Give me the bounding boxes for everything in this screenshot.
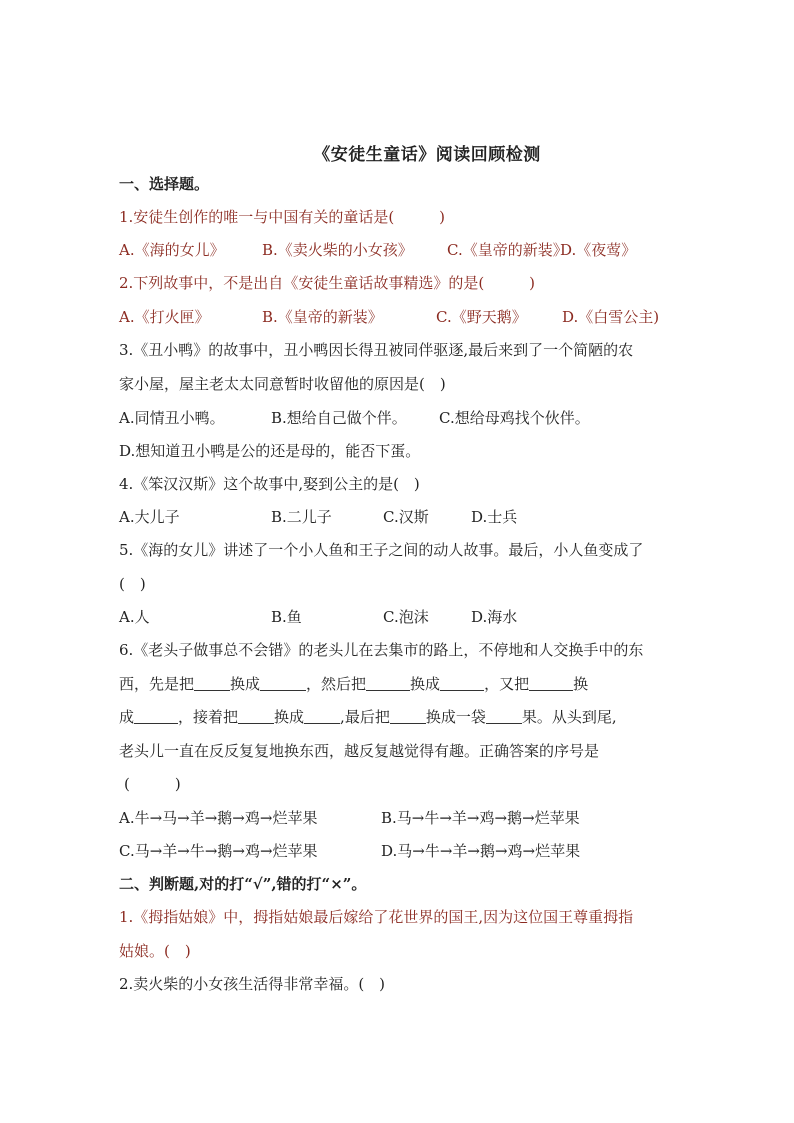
q5-stem-line1: 5.《海的女儿》讲述了一个小人鱼和王子之间的动人故事。最后，小人鱼变成了 (119, 541, 644, 559)
q6-text: 果。从头到尾, (521, 708, 617, 726)
q6-text: ，又把 (484, 675, 530, 693)
q4-stem: 4.《笨汉汉斯》这个故事中,娶到公主的是( ) (119, 475, 420, 493)
q6-option-d: D.马→牛→羊→鹅→鸡→烂苹果 (381, 842, 581, 860)
q6-line4: 老头儿一直在反反复复地换东西，越反复越觉得有趣。正确答案的序号是 (119, 742, 600, 760)
q6-blank (194, 676, 230, 691)
q6-text: ,最后把 (340, 708, 390, 726)
q6-blank (134, 709, 178, 724)
q6-line5: ( ) (124, 775, 181, 793)
q3-options (119, 408, 590, 428)
q4-option-a: A.大儿子 (119, 508, 180, 526)
q2-options (119, 307, 659, 327)
q1-options (119, 240, 636, 260)
q6-text: 换 (573, 675, 589, 693)
q3-stem-line1: 3.《丑小鸭》的故事中，丑小鸭因长得丑被同伴驱逐,最后来到了一个简陋的农 (119, 341, 634, 359)
q3-option-d: D.想知道丑小鸭是公的还是母的，能否下蛋。 (119, 442, 421, 460)
q6-text: ，然后把 (306, 675, 367, 693)
j1-line1: 1.《拇指姑娘》中，拇指姑娘最后嫁给了花世界的国王,因为这位国王尊重拇指 (119, 908, 634, 926)
q4-option-c: C.汉斯 (383, 508, 429, 526)
q6-blank (486, 709, 522, 724)
q6-blank (440, 676, 484, 691)
section2-heading: 二、判断题,对的打“√”,错的打“×”。 (119, 875, 367, 893)
q6-line1: 6.《老头子做事总不会错》的老头儿在去集市的路上，不停地和人交换手中的东 (119, 641, 644, 659)
section1-heading: 一、选择题。 (119, 175, 210, 193)
q4-option-b: B.二儿子 (271, 508, 332, 526)
q1-option-c: C.《皇帝的新装》 (447, 241, 568, 259)
q6-text: 换成 (274, 708, 305, 726)
q4-option-d: D.士兵 (471, 508, 518, 526)
q4-options (119, 507, 517, 527)
q6-blank (366, 676, 410, 691)
q6-text: 换成 (230, 675, 261, 693)
q5-stem-line2: ( ) (119, 575, 146, 593)
q3-option-a: A.同情丑小鸭。 (119, 409, 225, 427)
q5-options (119, 607, 517, 627)
j1-line2: 姑娘。( ) (119, 942, 191, 960)
q6-option-b: B.马→牛→羊→鸡→鹅→烂苹果 (381, 809, 580, 827)
q6-text: ，接着把 (178, 708, 239, 726)
q3-stem-line2: 家小屋，屋主老太太同意暂时收留他的原因是( ) (119, 375, 446, 393)
q6-blank (529, 676, 573, 691)
q1-option-b: B.《卖火柴的小女孩》 (262, 241, 413, 259)
q2-option-b: B.《皇帝的新装》 (262, 308, 383, 326)
q6-options-row1 (119, 808, 580, 828)
q1-stem: 1.安徒生创作的唯一与中国有关的童话是( ) (119, 208, 446, 226)
q6-text: 成 (119, 708, 135, 726)
q3-option-c: C.想给母鸡找个伙伴。 (439, 409, 590, 427)
q3-option-b: B.想给自己做个伴。 (271, 409, 407, 427)
q6-blank (260, 676, 306, 691)
q6-text: 换成一袋 (425, 708, 486, 726)
q5-option-d: D.海水 (471, 608, 518, 626)
q6-text: 西，先是把 (119, 675, 195, 693)
j2-line1: 2.卖火柴的小女孩生活得非常幸福。( ) (119, 975, 386, 993)
q1-option-a: A.《海的女儿》 (119, 241, 225, 259)
q2-option-c: C.《野天鹅》 (436, 308, 527, 326)
page-title: 《安徒生童话》阅读回顾检测 (313, 145, 541, 165)
q1-option-d: D.《夜莺》 (560, 241, 637, 259)
q6-line3 (119, 707, 617, 727)
q6-blank (238, 709, 274, 724)
q6-text: 换成 (410, 675, 441, 693)
q5-option-a: A.人 (119, 608, 150, 626)
q6-blank (390, 709, 426, 724)
q6-option-a: A.牛→马→羊→鹅→鸡→烂苹果 (119, 809, 318, 827)
q5-option-c: C.泡沫 (383, 608, 429, 626)
q2-option-a: A.《打火匣》 (119, 308, 210, 326)
q6-blank (304, 709, 340, 724)
q6-line2 (119, 674, 588, 694)
q2-stem: 2.下列故事中，不是出自《安徒生童话故事精选》的是( ) (119, 274, 536, 292)
q5-option-b: B.鱼 (271, 608, 302, 626)
q6-options-row2 (119, 841, 580, 861)
q2-option-d: D.《白雪公主) (562, 308, 660, 326)
q6-option-c: C.马→羊→牛→鹅→鸡→烂苹果 (119, 842, 318, 860)
